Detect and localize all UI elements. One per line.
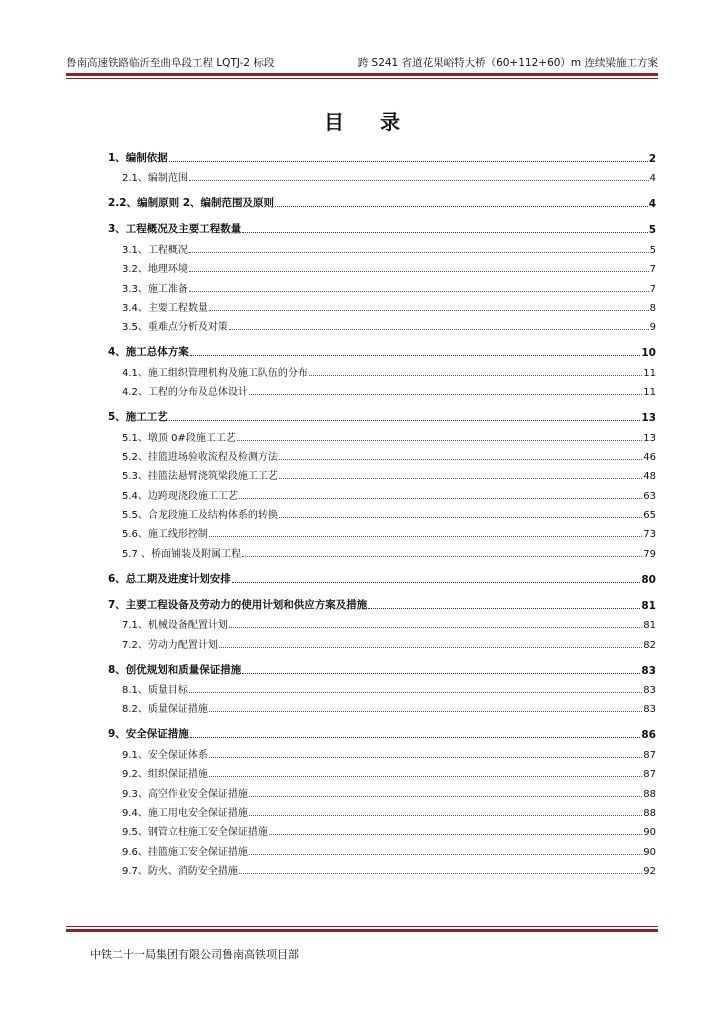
toc-dot-leader [237,440,642,441]
page-header [66,52,658,70]
toc-dot-leader [189,291,649,292]
toc-entry-label: 5.1、墩顶 0#段施工工艺 [122,432,236,444]
toc-chapter-entry[interactable] [108,720,656,741]
toc-dot-leader [242,673,640,674]
header-right-text: 跨 S241 省道花果峪特大桥（60+112+60）m 连续梁施工方案 [357,57,658,69]
toc-chapter-entry[interactable] [108,403,656,424]
toc-dot-leader [309,375,642,376]
toc-section-entry[interactable] [108,275,656,294]
toc-entry-label: 9.6、挂篮施工安全保证措施 [122,846,248,858]
toc-entry-page-number: 87 [643,749,656,761]
toc-entry-label: 3.4、主要工程数量 [122,302,208,314]
toc-dot-leader [242,232,647,233]
toc-dot-leader [229,329,649,330]
toc-section-entry[interactable] [108,540,656,559]
toc-entry-label: 6、总工期及进度计划安排 [108,572,231,585]
toc-section-entry[interactable] [108,379,656,398]
toc-entry-label: 5.7 、桥面铺装及附属工程 [122,548,242,560]
toc-entry-page-number: 90 [643,827,656,839]
toc-chapter-entry[interactable] [108,565,656,586]
toc-dot-leader [209,711,642,712]
toc-entry-page-number: 83 [643,685,656,697]
toc-dot-leader [239,498,642,499]
toc-entry-label: 5、施工工艺 [108,411,168,424]
toc-entry-label: 1、编制依据 [108,152,168,164]
toc-dot-leader [249,815,642,816]
toc-dot-leader [219,647,642,648]
toc-title: 目录 [324,110,436,134]
toc-chapter-entry[interactable] [108,215,656,236]
toc-section-entry[interactable] [108,677,656,696]
toc-entry-page-number: 63 [643,490,656,502]
header-left-text: 鲁南高速铁路临沂至曲阜段工程 LQTJ-2 标段 [66,57,275,69]
toc-section-entry[interactable] [108,482,656,501]
footer-divider-thick [66,929,658,932]
toc-dot-leader [189,692,642,693]
toc-entry-label: 7.1、机械设备配置计划 [122,620,228,632]
toc-dot-leader [209,310,649,311]
toc-entry-page-number: 83 [641,664,656,677]
toc-section-entry[interactable] [108,780,656,799]
toc-entry-label: 7.2、劳动力配置计划 [122,639,218,651]
toc-entry-page-number: 5 [649,244,656,256]
toc-entry-label: 2.1、编制范围 [122,173,188,185]
toc-entry-page-number: 81 [641,599,656,612]
toc-entry-page-number: 79 [643,548,656,560]
toc-dot-leader [249,796,642,797]
toc-entry-label: 9.2、组织保证措施 [122,769,208,781]
toc-section-entry[interactable] [108,631,656,650]
toc-entry-page-number: 80 [641,573,656,586]
toc-section-entry[interactable] [108,696,656,715]
toc-section-entry[interactable] [108,521,656,540]
toc-entry-page-number: 7 [649,264,656,276]
toc-entry-page-number: 8 [649,302,656,314]
toc-entry-page-number: 4 [648,198,656,211]
header-divider-thin [66,78,658,79]
toc-dot-leader [209,757,642,758]
toc-entry-page-number: 9 [649,322,656,334]
toc-entry-label: 9.5、钢管立柱施工安全保证措施 [122,827,268,839]
toc-entry-page-number: 88 [643,788,656,800]
toc-entry-label: 4.2、工程的分布及总体设计 [122,387,248,399]
toc-entry-label: 5.3、挂篮法悬臂浇筑梁段施工工艺 [122,471,278,483]
toc-entry-page-number: 13 [643,432,656,444]
toc-dot-leader [269,834,642,835]
toc-entry-page-number: 2 [648,153,656,165]
toc-dot-leader [189,252,649,253]
toc-entry-page-number: 13 [641,412,656,425]
toc-dot-leader [169,420,641,421]
toc-section-entry[interactable] [108,463,656,482]
toc-dot-leader [189,271,649,272]
toc-section-entry[interactable] [108,424,656,443]
toc-entry-label: 3.2、地理环境 [122,264,188,276]
toc-dot-leader [229,627,642,628]
toc-entry-page-number: 11 [643,387,656,399]
toc-chapter-entry[interactable] [108,144,656,165]
toc-entry-page-number: 87 [643,769,656,781]
toc-entry-label: 8.2、质量保证措施 [122,704,208,716]
toc-section-entry[interactable] [108,858,656,877]
toc-entry-page-number: 73 [643,529,656,541]
toc-entry-label: 9.7、防火、消防安全措施 [122,866,238,878]
toc-entry-page-number: 5 [648,224,656,237]
toc-entry-page-number: 10 [641,347,656,360]
toc-entry-label: 9、安全保证措施 [108,728,189,741]
toc-section-entry[interactable] [108,165,656,184]
toc-entry-page-number: 65 [643,510,656,522]
page-footer: 中铁二十一局集团有限公司鲁南高铁项目部 [90,948,299,961]
header-divider-thick [66,73,658,76]
toc-entry-page-number: 82 [643,639,656,651]
toc-dot-leader [249,394,642,395]
toc-chapter-entry[interactable] [108,656,656,677]
toc-entry-label: 5.2、挂篮进场验收流程及检测方法 [122,451,278,463]
toc-entry-label: 3.5、重难点分析及对策 [122,322,228,334]
toc-chapter-entry[interactable] [108,591,656,612]
toc-section-entry[interactable] [108,295,656,314]
toc-section-entry[interactable] [108,444,656,463]
toc-dot-leader [279,478,642,479]
toc-section-entry[interactable] [108,256,656,275]
toc-dot-leader [189,180,649,181]
toc-entry-label: 5.5、合龙段施工及结构体系的转换 [122,510,278,522]
toc-dot-leader [209,536,642,537]
table-of-contents [108,144,656,877]
toc-dot-leader [279,517,642,518]
toc-entry-label: 8、创优规划和质量保证措施 [108,663,242,676]
toc-entry-label: 3.1、工程概况 [122,244,188,256]
toc-section-entry[interactable] [108,819,656,838]
toc-chapter-entry[interactable] [108,338,656,359]
toc-entry-label: 4、施工总体方案 [108,346,189,359]
toc-section-entry[interactable] [108,761,656,780]
toc-entry-label: 3.3、施工准备 [122,283,188,295]
toc-entry-label: 4.1、施工组织管理机构及施工队伍的分布 [122,367,308,379]
toc-dot-leader [190,355,641,356]
toc-entry-page-number: 88 [643,807,656,819]
toc-section-entry[interactable] [108,314,656,333]
toc-entry-page-number: 92 [643,866,656,878]
toc-entry-page-number: 83 [643,704,656,716]
toc-entry-label: 9.1、安全保证体系 [122,749,208,761]
toc-entry-label: 5.6、施工线形控制 [122,529,208,541]
toc-entry-label: 5.4、边跨现浇段施工工艺 [122,490,238,502]
toc-dot-leader [279,459,642,460]
toc-entry-label: 2.2、编制原则 2、编制范围及原则 [108,197,275,210]
toc-section-entry[interactable] [108,838,656,857]
toc-dot-leader [239,873,642,874]
toc-chapter-entry[interactable] [108,189,656,210]
toc-entry-label: 7、主要工程设备及劳动力的使用计划和供应方案及措施 [108,598,368,611]
toc-section-entry[interactable] [108,741,656,760]
toc-dot-leader [368,608,640,609]
toc-section-entry[interactable] [108,800,656,819]
toc-entry-label: 9.3、高空作业安全保证措施 [122,788,248,800]
toc-section-entry[interactable] [108,612,656,631]
toc-dot-leader [249,854,642,855]
toc-dot-leader [242,556,642,557]
toc-section-entry[interactable] [108,359,656,378]
toc-entry-label: 3、工程概况及主要工程数量 [108,223,242,236]
toc-dot-leader [169,161,648,162]
toc-entry-page-number: 90 [643,846,656,858]
toc-entry-page-number: 4 [649,173,656,185]
toc-dot-leader [232,582,641,583]
toc-entry-page-number: 81 [643,620,656,632]
toc-entry-page-number: 7 [649,283,656,295]
toc-entry-page-number: 11 [643,367,656,379]
toc-section-entry[interactable] [108,236,656,255]
toc-dot-leader [209,776,642,777]
toc-dot-leader [275,206,648,207]
toc-entry-page-number: 46 [643,451,656,463]
footer-divider-thin [66,926,658,927]
toc-entry-label: 9.4、施工用电安全保证措施 [122,807,248,819]
toc-section-entry[interactable] [108,502,656,521]
toc-dot-leader [190,737,641,738]
toc-entry-label: 8.1、质量目标 [122,685,188,697]
toc-entry-page-number: 48 [643,471,656,483]
toc-entry-page-number: 86 [641,729,656,742]
